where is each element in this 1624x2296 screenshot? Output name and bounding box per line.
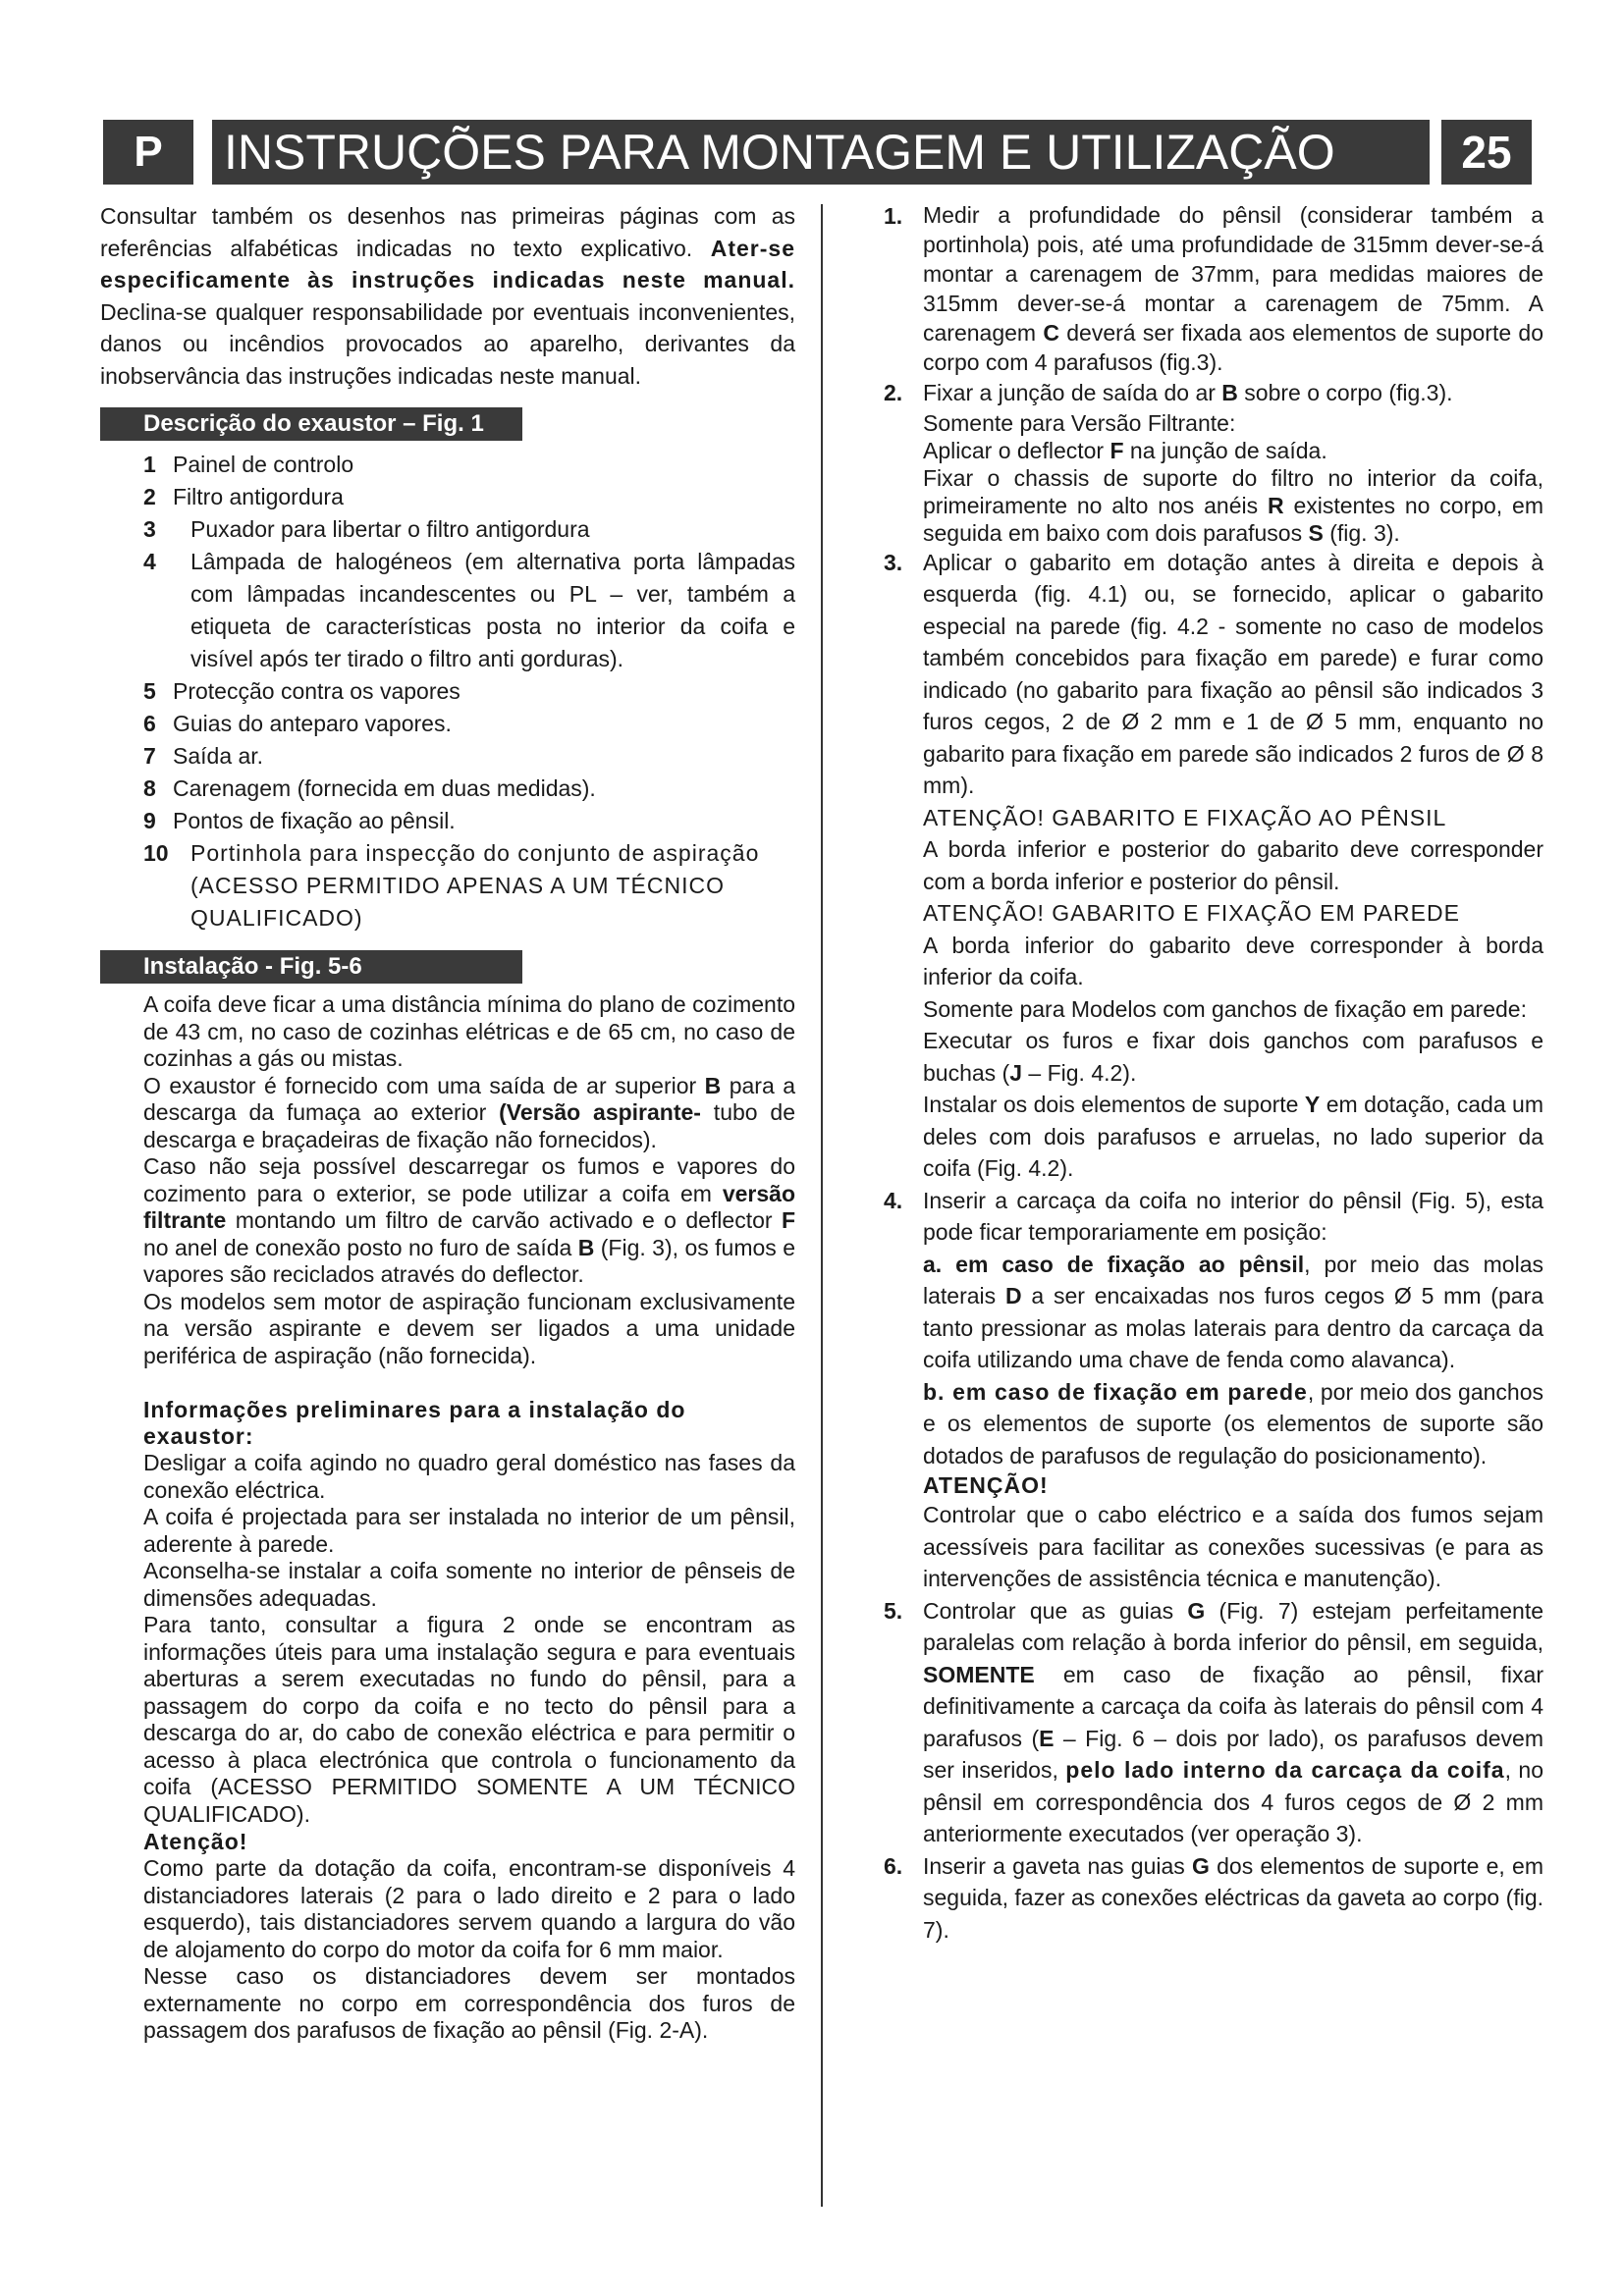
step-4: 4. Inserir a carcaça da coifa no interior do pênsil (Fig. 5), esta pode ficar temporariamente em posição: a. em caso de fixação ao pênsil, por meio das molas laterais D a ser encaixadas nos furos cegos Ø 5 mm (para tanto pressionar as molas laterais para dentro da carcaça da coifa utilizando uma chave de fenda como alavanca). b. em caso de fixação em parede, por meio dos ganchos e os elementos de suporte (os elementos de suporte são dotados de parafusos de regulação do posicionamento). ATENÇÃO! Controlar que o cabo eléctrico e a saída dos fumos sejam acessíveis para facilitar as conexões sucessivas (e para as intervenções de assistência técnica e manutenção).: [884, 1187, 1544, 1591]
attention-label: ATENÇÃO!: [923, 1472, 1049, 1498]
language-badge: P: [103, 120, 193, 185]
step-2: 2. Fixar a junção de saída do ar B sobre o corpo (fig.3). Somente para Versão Filtrante: Aplicar o deflector F na junção de saída. Fixar o chassis de suporte do filtro no interior da coifa, primeiramente no alto nos anéis R existentes no corpo, em seguida em baixo com dois parafusos S (fig. 3).: [884, 380, 1543, 546]
attention-heading-cabinet: ATENÇÃO! GABARITO E FIXAÇÃO AO PÊNSIL: [923, 804, 1447, 830]
step-1: 1. Medir a profundidade do pênsil (considerar também a portinhola) pois, até uma profundidade de 315mm dever-se-á montar a carenagem de 37mm, para medidas maiores de 315mm dever-se-á montar a carenagem de 75mm. A carenagem C deverá ser fixada aos elementos de suporte do corpo com 4 parafusos (fig.3).: [884, 202, 1543, 375]
attention-heading-wall: ATENÇÃO! GABARITO E FIXAÇÃO EM PAREDE: [923, 900, 1460, 926]
intro-bold: Ater-se especificamente às instruções indicadas neste manual.: [100, 235, 796, 293]
installation-section: A coifa deve ficar a uma distância mínima do plano de cozimento de 43 cm, no caso de cozinhas elétricas e de 65 cm, no caso de cozinhas a gás ou mistas. O exaustor é fornecido com uma saída de ar superior B para a descarga da fumaça ao exterior (Versão aspirante- tubo de descarga e braçadeiras de fixação não fornecidos). Caso não seja possível descarregar os fumos e vapores do cozimento para o exterior, se pode utilizar a coifa em versão filtrante montando um filtro de carvão activado e o deflector F no anel de conexão posto no furo de saída B (Fig. 3), os fumos e vapores são reciclados através do deflector. Os modelos sem motor de aspiração funcionam exclusivamente na versão aspirante e devem ser ligados a uma unidade periférica de aspiração (não fornecida). Informações preliminares para a instalação do exaustor: Desligar a coifa agindo no quadro geral doméstico nas fases da conexão eléctrica. A coifa é projectada para ser instalada no interior de um pênsil, aderente à parede. Aconselha-se instalar a coifa somente no interior de pênseis de dimensões adequadas. Para tanto, consultar a figura 2 onde se encontram as informações úteis para uma instalação segura e para eventuais aberturas a serem executadas no fundo do pênsil, para a passagem do corpo da coifa e no tecto do pênsil para a descarga do ar, do cabo de conexão eléctrica e para permitir o acesso à placa electrónica que controla o funcionamento da coifa (ACESSO PERMITIDO SOMENTE A UM TÉCNICO QUALIFICADO). Atenção! Como parte da dotação da coifa, encontram-se disponíveis 4 distanciadores laterais (2 para o lado direito e 2 para o lado esquerdo), tais distanciadores servem quando a largura do vão de alojamento do corpo do motor da coifa for 6 mm maior. Nesse caso os distanciadores devem ser montados externamente no corpo em correspondência dos furos de passagem dos parafusos de fixação ao pênsil (Fig. 2-A).: [143, 991, 795, 2043]
step-6: 6. Inserir a gaveta nas guias G dos elementos de suporte e, em seguida, fazer as conexões eléctricas da gaveta ao corpo (fig. 7).: [884, 1852, 1543, 1943]
page-number: 25: [1441, 120, 1532, 185]
step-3: 3. Aplicar o gabarito em dotação antes à direita e depois à esquerda (fig. 4.1) ou, se fornecido, aplicar o gabarito especial na parede (fig. 4.2 - somente no caso de modelos também concebidos para fixação em parede) e furar como indicado (no gabarito para fixação ao pênsil são indicados 3 furos cegos, 2 de Ø 2 mm e 1 de Ø 5 mm, enquanto no gabarito para fixação em parede são indicados 2 furos de Ø 8 mm). ATENÇÃO! GABARITO E FIXAÇÃO AO PÊNSIL A borda inferior e posterior do gabarito deve corresponder com a borda inferior e posterior do pênsil. ATENÇÃO! GABARITO E FIXAÇÃO EM PAREDE A borda inferior do gabarito deve corresponder à borda inferior da coifa. Somente para Modelos com ganchos de fixação em parede: Executar os furos e fixar dois ganchos com parafusos e buchas (J – Fig. 4.2). Instalar os dois elementos de suporte Y em dotação, cada um deles com dois parafusos e arruelas, no lado superior da coifa (Fig. 4.2).: [884, 549, 1544, 1181]
intro-paragraph: Consultar também os desenhos nas primeiras páginas com as referências alfabéticas indicadas no texto explicativo. Ater-se especificamente às instruções indicadas neste manual. Declina-se qualquer responsabilidade por eventuais inconvenientes, danos ou incêndios provocados ao aparelho, derivantes da inobservância das instruções indicadas neste manual.: [100, 203, 796, 389]
page-title: INSTRUÇÕES PARA MONTAGEM E UTILIZAÇÃO: [212, 120, 1430, 185]
components-list: [143, 449, 795, 934]
list-item: 1 Painel de controlo: [143, 452, 354, 477]
list-item: 4 Lâmpada de halogéneos (em alternativa porta lâmpadas com lâmpadas incandescentes ou PL – ver, também a etiqueta de características posta no interior da coifa e visível após ter tirado o filtro anti gorduras).: [143, 549, 795, 671]
section-heading-description: Descrição do exaustor – Fig. 1: [100, 407, 522, 441]
list-item: 10 Portinhola para inspecção do conjunto de aspiração (ACESSO PERMITIDO APENAS A UM TÉCNICO QUALIFICADO): [143, 840, 760, 931]
list-item: 2 Filtro antigordura: [143, 484, 344, 509]
list-item: 7 Saída ar.: [143, 743, 264, 769]
attention-label: Atenção!: [143, 1829, 248, 1854]
right-column: [884, 200, 1543, 1946]
left-column: [100, 200, 795, 2045]
step-5: 5. Controlar que as guias G (Fig. 7) estejam perfeitamente paralelas com relação à borda inferior do pênsil, em seguida, SOMENTE em caso de fixação ao pênsil, fixar definitivamente a carcaça da coifa às laterais do pênsil com 4 parafusos (E – Fig. 6 – dois por lado), os parafusos devem ser inseridos, pelo lado interno da carcaça da coifa, no pênsil em correspondência dos 4 furos cegos de Ø 2 mm anteriormente executados (ver operação 3).: [884, 1597, 1544, 1846]
list-item: 5 Protecção contra os vapores: [143, 678, 460, 704]
list-item: 8 Carenagem (fornecida em duas medidas).: [143, 775, 596, 801]
preliminary-info-heading: Informações preliminares para a instalação do exaustor:: [143, 1397, 686, 1449]
list-item: 9 Pontos de fixação ao pênsil.: [143, 808, 456, 833]
list-item: 3 Puxador para libertar o filtro antigordura: [143, 516, 590, 542]
list-item: 6 Guias do anteparo vapores.: [143, 711, 452, 736]
column-divider: [821, 204, 823, 2207]
section-heading-installation: Instalação - Fig. 5-6: [100, 950, 522, 984]
